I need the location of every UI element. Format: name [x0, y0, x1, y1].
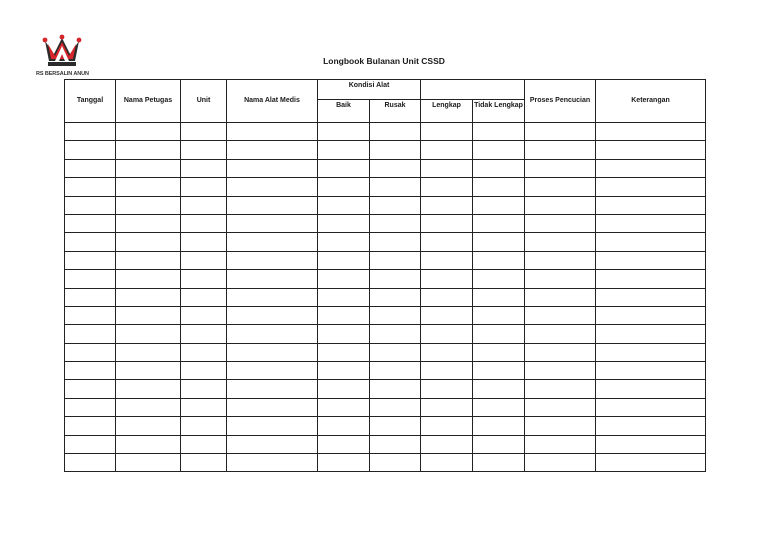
table-cell[interactable] [318, 288, 370, 306]
table-cell[interactable] [116, 306, 181, 324]
table-cell[interactable] [421, 306, 473, 324]
table-row [65, 270, 706, 288]
table-cell[interactable] [421, 233, 473, 251]
table-row [65, 251, 706, 269]
crown-logo-icon [42, 34, 82, 70]
table-cell[interactable] [421, 123, 473, 141]
table-cell[interactable] [227, 159, 318, 177]
table-cell[interactable] [473, 123, 525, 141]
header-kelengkapan [421, 80, 525, 100]
table-cell[interactable] [318, 141, 370, 159]
table-cell[interactable] [65, 270, 116, 288]
table-cell[interactable] [596, 417, 706, 435]
table-cell[interactable] [596, 343, 706, 361]
table-cell[interactable] [473, 233, 525, 251]
table-cell[interactable] [181, 178, 227, 196]
table-cell[interactable] [181, 123, 227, 141]
table-cell[interactable] [227, 288, 318, 306]
table-cell[interactable] [596, 306, 706, 324]
table-cell[interactable] [318, 325, 370, 343]
table-cell[interactable] [421, 178, 473, 196]
header-kondisi-alat: Kondisi Alat [318, 80, 421, 100]
table-cell[interactable] [370, 435, 421, 453]
table-cell[interactable] [525, 251, 596, 269]
table-cell[interactable] [596, 398, 706, 416]
table-cell[interactable] [596, 288, 706, 306]
document-title: Longbook Bulanan Unit CSSD [323, 56, 445, 66]
table-cell[interactable] [116, 178, 181, 196]
table-cell[interactable] [473, 435, 525, 453]
table-row [65, 233, 706, 251]
table-cell[interactable] [116, 398, 181, 416]
table-cell[interactable] [370, 214, 421, 232]
table-cell[interactable] [318, 454, 370, 472]
table-cell[interactable] [421, 214, 473, 232]
table-row [65, 435, 706, 453]
table-row [65, 398, 706, 416]
table-cell[interactable] [227, 251, 318, 269]
table-cell[interactable] [181, 398, 227, 416]
table-cell[interactable] [421, 325, 473, 343]
table-cell[interactable] [525, 454, 596, 472]
header-baik: Baik [318, 100, 370, 123]
table-cell[interactable] [65, 398, 116, 416]
table-cell[interactable] [525, 288, 596, 306]
header-keterangan: Keterangan [596, 80, 706, 123]
table-cell[interactable] [65, 325, 116, 343]
table-cell[interactable] [421, 270, 473, 288]
table-cell[interactable] [596, 325, 706, 343]
table-cell[interactable] [116, 435, 181, 453]
table-cell[interactable] [370, 233, 421, 251]
table-cell[interactable] [181, 454, 227, 472]
table-cell[interactable] [116, 288, 181, 306]
table-cell[interactable] [421, 159, 473, 177]
table-cell[interactable] [227, 178, 318, 196]
table-cell[interactable] [525, 380, 596, 398]
table-cell[interactable] [65, 380, 116, 398]
table-cell[interactable] [473, 343, 525, 361]
table-cell[interactable] [421, 196, 473, 214]
table-cell[interactable] [370, 123, 421, 141]
table-cell[interactable] [421, 435, 473, 453]
table-cell[interactable] [596, 435, 706, 453]
table-cell[interactable] [421, 380, 473, 398]
hospital-logo [36, 34, 96, 80]
table-cell[interactable] [421, 343, 473, 361]
table-cell[interactable] [65, 417, 116, 435]
table-cell[interactable] [116, 380, 181, 398]
table-cell[interactable] [116, 417, 181, 435]
table-cell[interactable] [65, 362, 116, 380]
table-cell[interactable] [116, 196, 181, 214]
table-cell[interactable] [596, 178, 706, 196]
table-cell[interactable] [318, 306, 370, 324]
table-cell[interactable] [370, 178, 421, 196]
table-cell[interactable] [473, 362, 525, 380]
table-row [65, 214, 706, 232]
table-cell[interactable] [181, 196, 227, 214]
table-cell[interactable] [318, 270, 370, 288]
table-cell[interactable] [596, 362, 706, 380]
table-cell[interactable] [116, 123, 181, 141]
table-row [65, 288, 706, 306]
table-cell[interactable] [65, 233, 116, 251]
table-row [65, 141, 706, 159]
table-cell[interactable] [525, 233, 596, 251]
table-cell[interactable] [370, 270, 421, 288]
table-cell[interactable] [116, 270, 181, 288]
table-cell[interactable] [473, 214, 525, 232]
table-cell[interactable] [421, 454, 473, 472]
table-cell[interactable] [116, 214, 181, 232]
table-cell[interactable] [525, 417, 596, 435]
table-cell[interactable] [65, 435, 116, 453]
table-cell[interactable] [65, 214, 116, 232]
table-cell[interactable] [525, 159, 596, 177]
table-cell[interactable] [318, 178, 370, 196]
table-cell[interactable] [116, 141, 181, 159]
table-cell[interactable] [370, 141, 421, 159]
table-cell[interactable] [525, 196, 596, 214]
table-cell[interactable] [596, 196, 706, 214]
table-cell[interactable] [65, 306, 116, 324]
table-cell[interactable] [181, 306, 227, 324]
header-unit: Unit [181, 80, 227, 123]
table-cell[interactable] [596, 159, 706, 177]
table-cell[interactable] [370, 398, 421, 416]
table-cell[interactable] [596, 454, 706, 472]
table-cell[interactable] [318, 362, 370, 380]
table-cell[interactable] [116, 343, 181, 361]
table-cell[interactable] [525, 343, 596, 361]
table-cell[interactable] [473, 380, 525, 398]
table-cell[interactable] [116, 454, 181, 472]
table-row [65, 417, 706, 435]
table-row [65, 362, 706, 380]
table-cell[interactable] [596, 233, 706, 251]
table-cell[interactable] [65, 251, 116, 269]
table-cell[interactable] [181, 417, 227, 435]
table-cell[interactable] [116, 362, 181, 380]
logo-caption: RS BERSALIN ANUN [36, 71, 89, 77]
table-cell[interactable] [116, 233, 181, 251]
table-cell[interactable] [318, 233, 370, 251]
table-cell[interactable] [318, 123, 370, 141]
table-cell[interactable] [370, 380, 421, 398]
table-cell[interactable] [318, 435, 370, 453]
table-cell[interactable] [473, 306, 525, 324]
table-row [65, 454, 706, 472]
table-body [65, 123, 706, 472]
table-cell[interactable] [227, 362, 318, 380]
table-cell[interactable] [181, 159, 227, 177]
header-proses-pencucian: Proses Pencucian [525, 80, 596, 123]
table-cell[interactable] [370, 159, 421, 177]
table-cell[interactable] [181, 435, 227, 453]
table-cell[interactable] [227, 141, 318, 159]
table-row [65, 178, 706, 196]
table-cell[interactable] [370, 343, 421, 361]
table-cell[interactable] [65, 288, 116, 306]
table-cell[interactable] [473, 417, 525, 435]
table-cell[interactable] [421, 417, 473, 435]
table-cell[interactable] [370, 196, 421, 214]
table-cell[interactable] [473, 454, 525, 472]
table-cell[interactable] [473, 196, 525, 214]
longbook-table [64, 79, 706, 472]
table-cell[interactable] [525, 362, 596, 380]
table-cell[interactable] [227, 123, 318, 141]
table-cell[interactable] [370, 454, 421, 472]
table-cell[interactable] [596, 141, 706, 159]
table-cell[interactable] [473, 141, 525, 159]
table-cell[interactable] [596, 270, 706, 288]
table-row [65, 343, 706, 361]
table-cell[interactable] [181, 233, 227, 251]
table-cell[interactable] [116, 325, 181, 343]
table-row [65, 123, 706, 141]
table-cell[interactable] [65, 123, 116, 141]
table-cell[interactable] [525, 141, 596, 159]
table-cell[interactable] [421, 398, 473, 416]
table-cell[interactable] [525, 435, 596, 453]
table-cell[interactable] [318, 251, 370, 269]
table-cell[interactable] [181, 141, 227, 159]
table-cell[interactable] [227, 417, 318, 435]
table-cell[interactable] [181, 214, 227, 232]
table-cell[interactable] [473, 288, 525, 306]
table-cell[interactable] [473, 251, 525, 269]
table-cell[interactable] [370, 251, 421, 269]
table-cell[interactable] [370, 362, 421, 380]
table-cell[interactable] [65, 141, 116, 159]
table-cell[interactable] [370, 325, 421, 343]
table-cell[interactable] [227, 325, 318, 343]
table-cell[interactable] [227, 306, 318, 324]
table-cell[interactable] [65, 178, 116, 196]
table-cell[interactable] [596, 251, 706, 269]
table-cell[interactable] [181, 288, 227, 306]
table-cell[interactable] [473, 398, 525, 416]
table-cell[interactable] [318, 343, 370, 361]
table-row [65, 325, 706, 343]
table-cell[interactable] [318, 417, 370, 435]
table-cell[interactable] [421, 251, 473, 269]
table-cell[interactable] [318, 159, 370, 177]
table-cell[interactable] [525, 325, 596, 343]
header-nama-alat-medis: Nama Alat Medis [227, 80, 318, 123]
table-cell[interactable] [473, 325, 525, 343]
table-cell[interactable] [116, 251, 181, 269]
table-cell[interactable] [473, 159, 525, 177]
table-cell[interactable] [473, 270, 525, 288]
table-cell[interactable] [181, 343, 227, 361]
table-cell[interactable] [525, 214, 596, 232]
table-cell[interactable] [370, 306, 421, 324]
table-cell[interactable] [227, 196, 318, 214]
table-cell[interactable] [65, 159, 116, 177]
table-cell[interactable] [525, 178, 596, 196]
header-tidak-lengkap: Tidak Lengkap [473, 100, 525, 123]
table-cell[interactable] [181, 325, 227, 343]
table-cell[interactable] [65, 454, 116, 472]
header-nama-petugas: Nama Petugas [116, 80, 181, 123]
table-cell[interactable] [181, 270, 227, 288]
table-cell[interactable] [181, 251, 227, 269]
table-cell[interactable] [473, 178, 525, 196]
table-cell[interactable] [227, 270, 318, 288]
header-lengkap: Lengkap [421, 100, 473, 123]
table-cell[interactable] [181, 362, 227, 380]
table-cell[interactable] [65, 196, 116, 214]
table-cell[interactable] [227, 398, 318, 416]
table-cell[interactable] [525, 123, 596, 141]
table-row [65, 306, 706, 324]
table-row [65, 159, 706, 177]
header-tanggal: Tanggal [65, 80, 116, 123]
table-cell[interactable] [227, 435, 318, 453]
table-cell[interactable] [318, 380, 370, 398]
table-cell[interactable] [596, 214, 706, 232]
table-cell[interactable] [116, 159, 181, 177]
table-cell[interactable] [421, 141, 473, 159]
table-cell[interactable] [227, 233, 318, 251]
table-cell[interactable] [525, 306, 596, 324]
table-cell[interactable] [596, 123, 706, 141]
table-cell[interactable] [227, 380, 318, 398]
table-cell[interactable] [318, 214, 370, 232]
table-cell[interactable] [370, 288, 421, 306]
header-rusak: Rusak [370, 100, 421, 123]
table-cell[interactable] [227, 454, 318, 472]
table-cell[interactable] [318, 196, 370, 214]
table-cell[interactable] [227, 343, 318, 361]
table-cell[interactable] [525, 270, 596, 288]
table-cell[interactable] [370, 417, 421, 435]
table-cell[interactable] [181, 380, 227, 398]
table-row [65, 196, 706, 214]
table-cell[interactable] [65, 343, 116, 361]
table-cell[interactable] [596, 380, 706, 398]
table-row [65, 380, 706, 398]
table-cell[interactable] [421, 288, 473, 306]
table-cell[interactable] [227, 214, 318, 232]
table-cell[interactable] [525, 398, 596, 416]
table-cell[interactable] [318, 398, 370, 416]
table-cell[interactable] [421, 362, 473, 380]
